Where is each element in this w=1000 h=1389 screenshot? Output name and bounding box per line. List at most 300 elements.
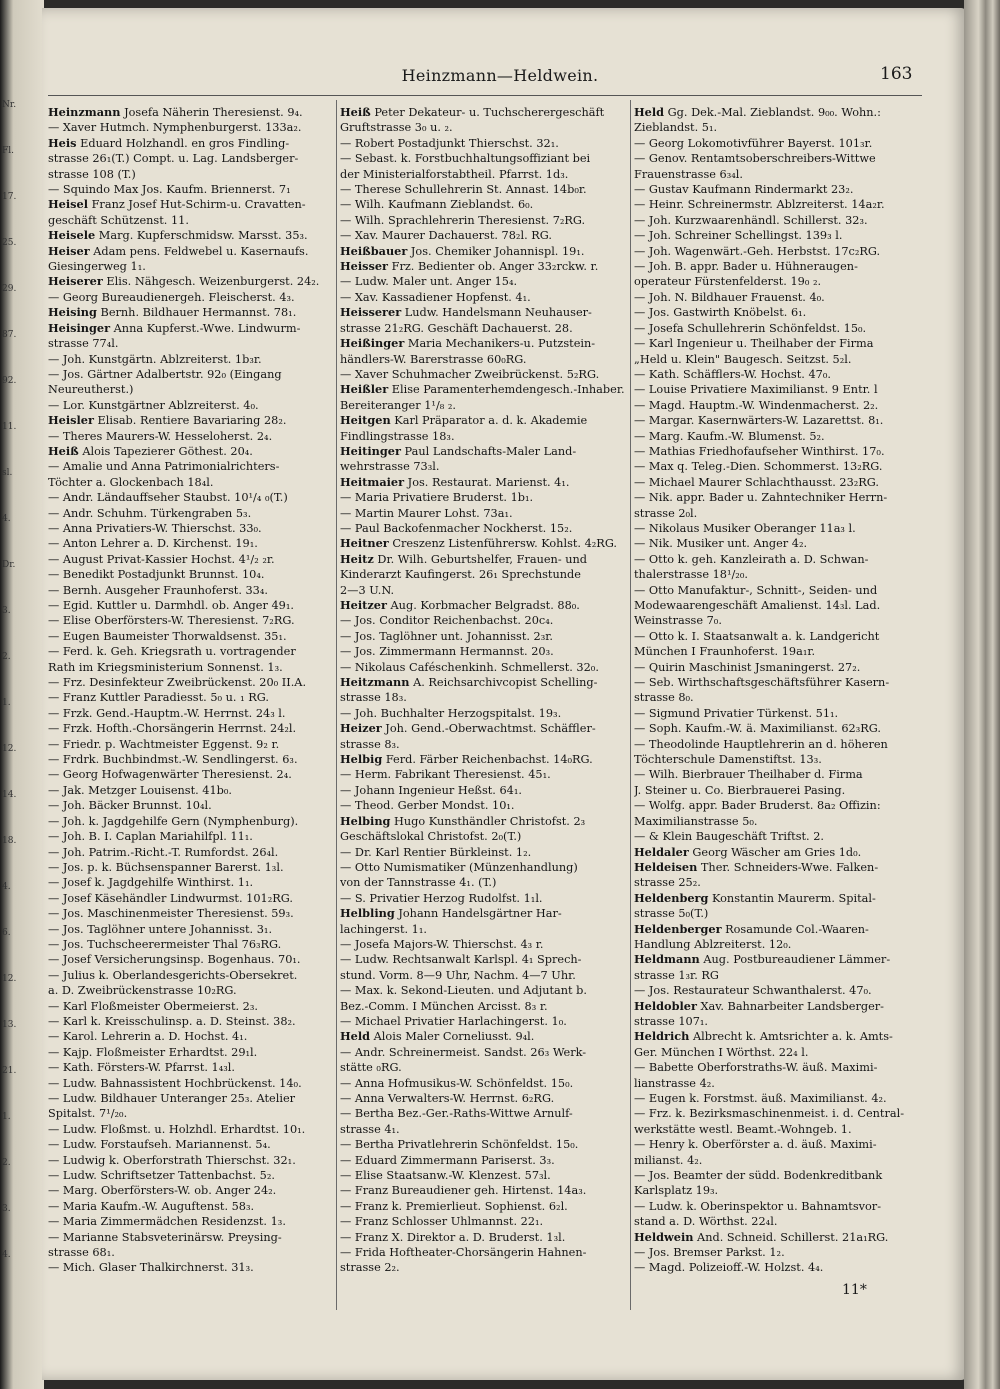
entry-text: — Nik. Musiker unt. Anger 4₂. [634, 537, 808, 551]
entry-text: — Soph. Kaufm.-W. ä. Maximilianst. 62₃RG. [634, 722, 881, 736]
entry-surname: Heldmann [634, 952, 700, 967]
directory-entry [48, 1214, 336, 1229]
directory-entry [340, 845, 628, 860]
directory-entry [634, 783, 924, 798]
directory-entry [634, 675, 924, 690]
directory-entry [634, 290, 924, 305]
entry-text: — Jos. Conditor Reichenbachst. 20c₄. [340, 614, 554, 628]
directory-entry [48, 1045, 336, 1060]
entry-surname: Heisserer [340, 305, 402, 320]
entry-text: — Xaver Hutmch. Nymphenburgerst. 133a₂. [48, 121, 302, 135]
entry-surname: Heitgen [340, 413, 391, 428]
entry-text: — Frzk. Hofth.-Chorsängerin Herrnst. 24₂l. [48, 722, 297, 736]
directory-entry [48, 274, 336, 289]
entry-text: operateur Fürstenfelderst. 19₀ ₂. [634, 275, 822, 289]
directory-entry [48, 352, 336, 367]
entry-text: strasse 18₃. [340, 691, 407, 705]
directory-entry [340, 1199, 628, 1214]
entry-text: Elisab. Rentiere Bavariaring 28₂. [93, 414, 287, 428]
entry-text: — Josef Versicherungsinsp. Bogenhaus. 70₁. [48, 953, 301, 967]
entry-text: — Joh. Wagenwärt.-Geh. Herbstst. 17c₂RG. [634, 244, 881, 258]
entry-surname: Heitzer [340, 598, 387, 612]
entry-text: — Jos. Beamter der südd. Bodenkreditbank [634, 1169, 883, 1183]
entry-text: Rosamunde Col.-Waaren- [721, 922, 869, 936]
entry-text: Bez.-Comm. I München Arcisst. 8₃ r. [340, 999, 548, 1013]
entry-text: Giesingerweg 1₁. [48, 260, 146, 274]
entry-text: Frz. Bedienter ob. Anger 33₂rckw. r. [388, 260, 599, 274]
entry-text: — Herm. Fabrikant Theresienst. 45₁. [340, 768, 551, 782]
directory-entry [340, 1230, 628, 1245]
entry-text: Georg Wäscher am Gries 1d₀. [688, 845, 862, 859]
entry-text: — Max q. Teleg.-Dien. Schommerst. 13₂RG. [634, 460, 883, 474]
directory-entry [48, 521, 336, 536]
directory-entry [48, 536, 336, 551]
directory-entry [48, 644, 336, 659]
entry-text: — Paul Backofenmacher Nockherst. 15₂. [340, 521, 573, 535]
entry-text: Modewaarengeschäft Amalienst. 14₃l. Lad. [634, 599, 881, 612]
directory-entry [48, 1076, 336, 1091]
entry-text: Zieblandst. 5₁. [634, 121, 718, 135]
entry-text: — Karl k. Kreisschulinsp. a. D. Steinst. 38₂. [48, 1014, 296, 1028]
entry-text: — Nik. appr. Bader u. Zahntechniker Herrn- [634, 491, 888, 505]
directory-entry [48, 120, 336, 135]
entry-text: — Max. k. Sekond-Lieuten. und Adjutant b. [340, 984, 587, 998]
directory-entry [634, 629, 924, 644]
directory-entry [340, 583, 628, 598]
entry-text: — Gustav Kaufmann Rindermarkt 23₂. [634, 183, 854, 197]
directory-entry [340, 120, 628, 135]
directory-entry [340, 906, 628, 921]
entry-text: von der Tannstrasse 4₁. (T.) [340, 876, 497, 890]
entry-text: Albrecht k. Amtsrichter a. k. Amts- [689, 1030, 893, 1044]
directory-entry [340, 398, 628, 413]
entry-surname: Heitzmann [340, 675, 410, 690]
directory-entry [634, 259, 924, 274]
directory-entry [48, 167, 336, 182]
entry-surname: Heinzmann [48, 105, 121, 119]
directory-entry [340, 521, 628, 536]
entry-text: Josefa Näherin Theresienst. 9₄. [120, 106, 303, 119]
entry-text: Karl Präparator a. d. k. Akademie [390, 414, 588, 428]
entry-text: — Eduard Zimmermann Pariserst. 3₃. [340, 1153, 555, 1167]
directory-entry [340, 1045, 628, 1060]
directory-entry [340, 1014, 628, 1029]
directory-entry [634, 660, 924, 675]
directory-entry [340, 1183, 628, 1198]
margin-fragment: 1. [2, 1112, 11, 1122]
directory-entry [634, 845, 924, 860]
entry-text: Hugo Kunsthändler Christofst. 2₃ [390, 814, 586, 828]
entry-text: — Ludw. Bahnassistent Hochbrückenst. 14₀. [48, 1076, 302, 1090]
entry-surname: Heiß [48, 443, 79, 458]
entry-text: — Marianne Stabsveterinärsw. Preysing- [48, 1230, 282, 1244]
entry-text: — Franz k. Premierlieut. Sophienst. 6₂l. [340, 1199, 568, 1213]
directory-entry [634, 552, 924, 567]
directory-entry [634, 352, 924, 367]
entry-text: — Otto k. I. Staatsanwalt a. k. Landgericht [634, 629, 880, 643]
entry-text: Elis. Nähgesch. Weizenburgerst. 24₂. [102, 275, 320, 289]
entry-text: — Nikolaus Caféschenkinh. Schmellerst. 32₀. [340, 660, 599, 674]
entry-surname: Heldwein [634, 1229, 694, 1244]
entry-surname: Heisler [48, 413, 94, 428]
directory-entry [340, 305, 628, 320]
entry-text: — Josefa Schullehrerin Schönfeldst. 15₀. [634, 321, 867, 335]
directory-entry [634, 321, 924, 336]
entry-text: — Jos. Maschinenmeister Theresienst. 59₃. [48, 907, 294, 921]
entry-text: — Otto k. geh. Kanzleirath a. D. Schwan- [634, 552, 869, 566]
directory-entry [634, 1060, 924, 1075]
entry-surname: Heldrich [634, 1029, 690, 1044]
entry-text: — Frdrk. Buchbindmst.-W. Sendlingerst. 6₃. [48, 753, 298, 767]
directory-entry [48, 752, 336, 767]
directory-entry [634, 105, 924, 120]
entry-text: — Magd. Polizeioff.-W. Holzst. 4₄. [634, 1261, 824, 1275]
column-divider [336, 100, 337, 1310]
directory-entry [48, 259, 336, 274]
directory-entry [48, 613, 336, 628]
entry-text: — Squindo Max Jos. Kaufm. Briennerst. 7₁ [48, 183, 291, 197]
margin-fragment: 2. [2, 652, 11, 662]
directory-entry [48, 1122, 336, 1137]
entry-text: stand a. D. Wörthst. 22₄l. [634, 1215, 778, 1229]
directory-entry [634, 583, 924, 598]
directory-entry [340, 413, 628, 428]
entry-surname: Heldenberg [634, 890, 709, 905]
directory-entry [48, 305, 336, 320]
directory-entry [634, 1245, 924, 1260]
entry-text: Ferd. Färber Reichenbachst. 14₀RG. [382, 753, 593, 767]
entry-text: strasse 26₁(T.) Compt. u. Lag. Landsberger- [48, 152, 299, 166]
entry-text: — Anna Privatiers-W. Thierschst. 33₀. [48, 521, 262, 535]
entry-text: lianstrasse 4₂. [634, 1076, 715, 1090]
directory-entry [340, 567, 628, 582]
entry-text: strasse 4₁. [340, 1122, 400, 1136]
header-rule [48, 95, 922, 96]
directory-entry [634, 598, 924, 613]
directory-entry [48, 690, 336, 705]
directory-entry [340, 536, 628, 551]
directory-entry [634, 382, 924, 397]
directory-entry [634, 197, 924, 212]
directory-entry [340, 459, 628, 474]
directory-entry [340, 891, 628, 906]
entry-text: Weinstrasse 7₀. [634, 614, 722, 628]
directory-entry [340, 721, 628, 736]
margin-fragment: 18. [2, 836, 17, 846]
directory-entry [634, 860, 924, 875]
margin-fragment: 29. [2, 284, 17, 294]
entry-text: Aug. Korbmacher Belgradst. 88₀. [386, 599, 580, 612]
entry-text: Bereiteranger 1¹/₈ ₂. [340, 398, 456, 412]
directory-entry [634, 721, 924, 736]
entry-text: „Held u. Klein" Baugesch. Seitzst. 5₂l. [634, 352, 852, 366]
directory-entry [340, 598, 628, 613]
entry-text: Aug. Postbureaudiener Lämmer- [699, 953, 891, 967]
entry-text: Spitalst. 7¹/₂₀. [48, 1107, 128, 1121]
directory-column-3 [634, 105, 924, 1276]
directory-entry [340, 937, 628, 952]
directory-entry [48, 1168, 336, 1183]
entry-text: — Joh. Bäcker Brunnst. 10₄l. [48, 799, 212, 813]
entry-text: — Jos. Restaurateur Schwanthalerst. 47₀. [634, 984, 872, 998]
directory-entry [48, 1091, 336, 1106]
entry-text: — Otto Manufaktur-, Schnitt-, Seiden- und [634, 583, 878, 597]
entry-surname: Heldobler [634, 998, 697, 1013]
entry-text: Karlsplatz 19₃. [634, 1184, 719, 1198]
entry-text: der Ministerialforstabtheil. Pfarrst. 1d₃. [340, 167, 569, 181]
entry-text: strasse 107₁. [634, 1014, 709, 1028]
directory-entry [340, 1076, 628, 1091]
entry-text: — Xav. Maurer Dachauerst. 78₂l. RG. [340, 229, 552, 243]
directory-entry [48, 398, 336, 413]
entry-text: — Theres Maurers-W. Hesseloherst. 2₄. [48, 429, 273, 443]
directory-entry [634, 1122, 924, 1137]
directory-entry [340, 737, 628, 752]
directory-entry [340, 290, 628, 305]
directory-entry [634, 336, 924, 351]
margin-fragment: 12. [2, 974, 17, 984]
entry-text: — Bertha Bez.-Ger.-Raths-Wittwe Arnulf- [340, 1107, 573, 1121]
entry-text: — Josef k. Jagdgehilfe Winthirst. 1₁. [48, 876, 254, 890]
entry-text: Elise Paramenterhemdengesch.-Inhaber. [388, 383, 625, 397]
directory-entry [48, 845, 336, 860]
directory-entry [48, 798, 336, 813]
entry-surname: Heitinger [340, 443, 401, 458]
entry-text: — Josef Käsehändler Lindwurmst. 101₂RG. [48, 891, 293, 905]
directory-entry [634, 613, 924, 628]
entry-text: — Benedikt Postadjunkt Brunnst. 10₄. [48, 568, 265, 582]
entry-text: — Sebast. k. Forstbuchhaltungsoffiziant bei [340, 152, 591, 166]
entry-text: — Karol. Lehrerin a. D. Hochst. 4₁. [48, 1030, 248, 1044]
directory-entry [48, 290, 336, 305]
directory-entry [48, 506, 336, 521]
directory-entry [634, 752, 924, 767]
entry-text: — Ludw. Rechtsanwalt Karlspl. 4₁ Sprech- [340, 953, 582, 967]
directory-entry [634, 1029, 924, 1044]
entry-text: Rath im Kriegsministerium Sonnenst. 1₃. [48, 660, 283, 674]
entry-text: Kinderarzt Kaufingerst. 26₁ Sprechstunde [340, 568, 581, 582]
entry-text: — Anton Lehrer a. D. Kirchenst. 19₁. [48, 537, 258, 551]
directory-entry [634, 521, 924, 536]
directory-entry [340, 382, 628, 397]
entry-text: — Otto Numismatiker (Münzenhandlung) [340, 860, 578, 874]
entry-text: — Jos. Gastwirth Knöbelst. 6₁. [634, 306, 807, 320]
entry-text: — Joh. Buchhalter Herzogspitalst. 19₃. [340, 706, 562, 720]
directory-entry [340, 1137, 628, 1152]
entry-text: strasse 8₀. [634, 691, 694, 705]
entry-text: — Georg Bureaudienergeh. Fleischerst. 4₃. [48, 290, 295, 304]
directory-entry [634, 1168, 924, 1183]
entry-text: — Joh. B. I. Caplan Mariahilfpl. 11₁. [48, 830, 253, 844]
directory-entry [340, 228, 628, 243]
directory-entry [340, 814, 628, 829]
entry-text: — Wilh. Kaufmann Zieblandst. 6₀. [340, 198, 534, 212]
margin-fragment: 13. [2, 1020, 17, 1030]
directory-entry [340, 136, 628, 151]
entry-text: Adam pens. Feldwebel u. Kasernaufs. [89, 244, 309, 258]
entry-text: — Jos. Gärtner Adalbertstr. 92₀ (Eingang [48, 367, 282, 381]
directory-entry [340, 552, 628, 567]
directory-entry [634, 983, 924, 998]
directory-entry [340, 860, 628, 875]
entry-surname: Heiß [340, 105, 371, 119]
margin-fragment: 4. [2, 514, 11, 524]
entry-surname: Helbig [340, 752, 383, 767]
directory-entry [48, 721, 336, 736]
directory-entry [48, 429, 336, 444]
entry-text: Ludw. Handelsmann Neuhauser- [401, 306, 592, 320]
margin-fragment: 25. [2, 238, 17, 248]
entry-text: — Ludw. Forstaufseh. Mariannenst. 5₄. [48, 1138, 271, 1152]
entry-text: — Jos. Bremser Parkst. 1₂. [634, 1246, 785, 1260]
entry-text: — Louise Privatiere Maximilianst. 9 Entr. l [634, 383, 878, 397]
directory-entry [340, 105, 628, 120]
directory-entry [340, 151, 628, 166]
entry-text: Ther. Schneiders-Wwe. Falken- [697, 860, 879, 874]
entry-text: strasse 1₃r. RG [634, 968, 719, 982]
entry-text: — Ludw. k. Oberinspektor u. Bahnamtsvor- [634, 1199, 882, 1213]
entry-text: — Frz. k. Bezirksmaschinenmeist. i. d. Central- [634, 1107, 905, 1121]
directory-entry [48, 413, 336, 428]
entry-surname: Heißbauer [340, 243, 408, 258]
directory-entry [340, 922, 628, 937]
directory-entry [634, 506, 924, 521]
directory-entry [340, 983, 628, 998]
entry-text: — Joh. Schreiner Schellingst. 139₃ l. [634, 229, 843, 243]
directory-entry [48, 182, 336, 197]
margin-fragment: 4. [2, 1250, 11, 1260]
directory-entry [634, 398, 924, 413]
column-divider [630, 100, 631, 1310]
entry-text: — Sigmund Privatier Türkenst. 51₁. [634, 706, 839, 720]
directory-entry [48, 814, 336, 829]
directory-entry [340, 660, 628, 675]
entry-surname: Heizer [340, 721, 382, 736]
entry-text: Alois Tapezierer Göthest. 20₄. [78, 444, 253, 458]
directory-entry [340, 244, 628, 259]
entry-text: lachingerst. 1₁. [340, 922, 427, 936]
entry-text: — Kath. Försters-W. Pfarrst. 1₄₃l. [48, 1061, 236, 1075]
entry-text: And. Schneid. Schillerst. 21a₁RG. [693, 1230, 889, 1244]
directory-entry [634, 213, 924, 228]
directory-entry [48, 875, 336, 890]
entry-text: — Quirin Maschinist Jsmaningerst. 27₂. [634, 660, 861, 674]
entry-text: — Franz X. Direktor a. D. Bruderst. 1₃l. [340, 1230, 566, 1244]
entry-text: — Joh. Kurzwaarenhändl. Schillerst. 32₃. [634, 213, 868, 227]
directory-entry [340, 1122, 628, 1137]
directory-entry [48, 1153, 336, 1168]
entry-text: — Wolfg. appr. Bader Bruderst. 8a₂ Offizin: [634, 799, 881, 813]
directory-entry [340, 675, 628, 690]
entry-surname: Helbling [340, 906, 395, 921]
directory-entry [48, 1260, 336, 1275]
entry-text: strasse 2₂. [340, 1261, 400, 1275]
margin-fragment: 17. [2, 192, 17, 202]
directory-entry [48, 475, 336, 490]
directory-entry [340, 875, 628, 890]
entry-text: strasse 8₃. [340, 737, 400, 751]
directory-entry [340, 259, 628, 274]
directory-entry [634, 475, 924, 490]
entry-text: — Seb. Wirthschaftsgeschäftsführer Kasern- [634, 676, 890, 690]
directory-entry [340, 829, 628, 844]
directory-entry [634, 1183, 924, 1198]
entry-surname: Heißinger [340, 336, 405, 351]
entry-text: wehrstrasse 73₃l. [340, 460, 440, 474]
directory-entry [340, 767, 628, 782]
directory-entry [340, 367, 628, 382]
directory-entry [340, 352, 628, 367]
directory-entry [634, 459, 924, 474]
entry-text: — S. Privatier Herzog Rudolfst. 1₁l. [340, 891, 543, 905]
entry-surname: Heisinger [48, 320, 111, 335]
directory-entry [48, 952, 336, 967]
entry-text: — Georg Hofwagenwärter Theresienst. 2₄. [48, 768, 292, 782]
directory-entry [48, 968, 336, 983]
directory-entry [48, 244, 336, 259]
directory-entry [48, 321, 336, 336]
entry-surname: Heitmaier [340, 474, 405, 489]
directory-entry [340, 1245, 628, 1260]
entry-surname: Held [634, 105, 665, 119]
entry-text: — Michael Maurer Schlachthausst. 23₂RG. [634, 475, 880, 489]
entry-text: — Magd. Hauptm.-W. Windenmacherst. 2₂. [634, 398, 879, 412]
entry-text: — Johann Ingenieur Heßst. 64₁. [340, 783, 522, 797]
entry-text: Eduard Holzhandl. en gros Findling- [76, 136, 290, 150]
directory-entry [48, 1230, 336, 1245]
directory-entry [340, 752, 628, 767]
margin-fragment: 3. [2, 606, 11, 616]
directory-entry [634, 798, 924, 813]
entry-text: J. Steiner u. Co. Bierbrauerei Pasing. [634, 783, 846, 797]
directory-entry [340, 613, 628, 628]
directory-entry [634, 536, 924, 551]
entry-text: — Dr. Karl Rentier Bürkleinst. 1₂. [340, 845, 532, 859]
entry-surname: Heitz [340, 551, 374, 566]
directory-entry [340, 506, 628, 521]
directory-entry [48, 767, 336, 782]
directory-entry [48, 1029, 336, 1044]
directory-entry [634, 999, 924, 1014]
directory-entry [634, 490, 924, 505]
entry-text: Alois Maler Corneliusst. 9₄l. [370, 1030, 535, 1044]
directory-entry [340, 274, 628, 289]
entry-text: — Friedr. p. Wachtmeister Eggenst. 9₂ r. [48, 737, 280, 751]
entry-text: — Ludwig k. Oberforstrath Thierschst. 32₁. [48, 1153, 296, 1167]
directory-entry [634, 891, 924, 906]
directory-entry [634, 1199, 924, 1214]
entry-text: — Joh. k. Jagdgehilfe Gern (Nymphenburg). [48, 814, 299, 828]
directory-entry [634, 367, 924, 382]
entry-text: — Margar. Kasernwärters-W. Lazarettst. 8₁. [634, 414, 884, 428]
directory-entry [340, 629, 628, 644]
directory-entry [340, 706, 628, 721]
directory-entry [634, 644, 924, 659]
entry-text: — Anna Hofmusikus-W. Schönfeldst. 15₀. [340, 1076, 574, 1090]
directory-entry [634, 444, 924, 459]
entry-text: a. D. Zweibrückenstrasse 10₂RG. [48, 984, 237, 998]
entry-text: — Therese Schullehrerin St. Annast. 14b₀r. [340, 183, 587, 197]
entry-surname: Heisser [340, 259, 389, 274]
directory-column-2 [340, 105, 628, 1276]
directory-entry [48, 598, 336, 613]
entry-text: — Maria Kaufm.-W. Auguftenst. 58₃. [48, 1199, 255, 1213]
entry-text: — Henry k. Oberförster a. d. äuß. Maximi- [634, 1138, 877, 1152]
entry-text: strasse 68₁. [48, 1246, 115, 1260]
entry-surname: Heldenberger [634, 921, 722, 936]
left-page-strip [0, 0, 44, 1389]
signature-mark: 11* [842, 1282, 867, 1298]
